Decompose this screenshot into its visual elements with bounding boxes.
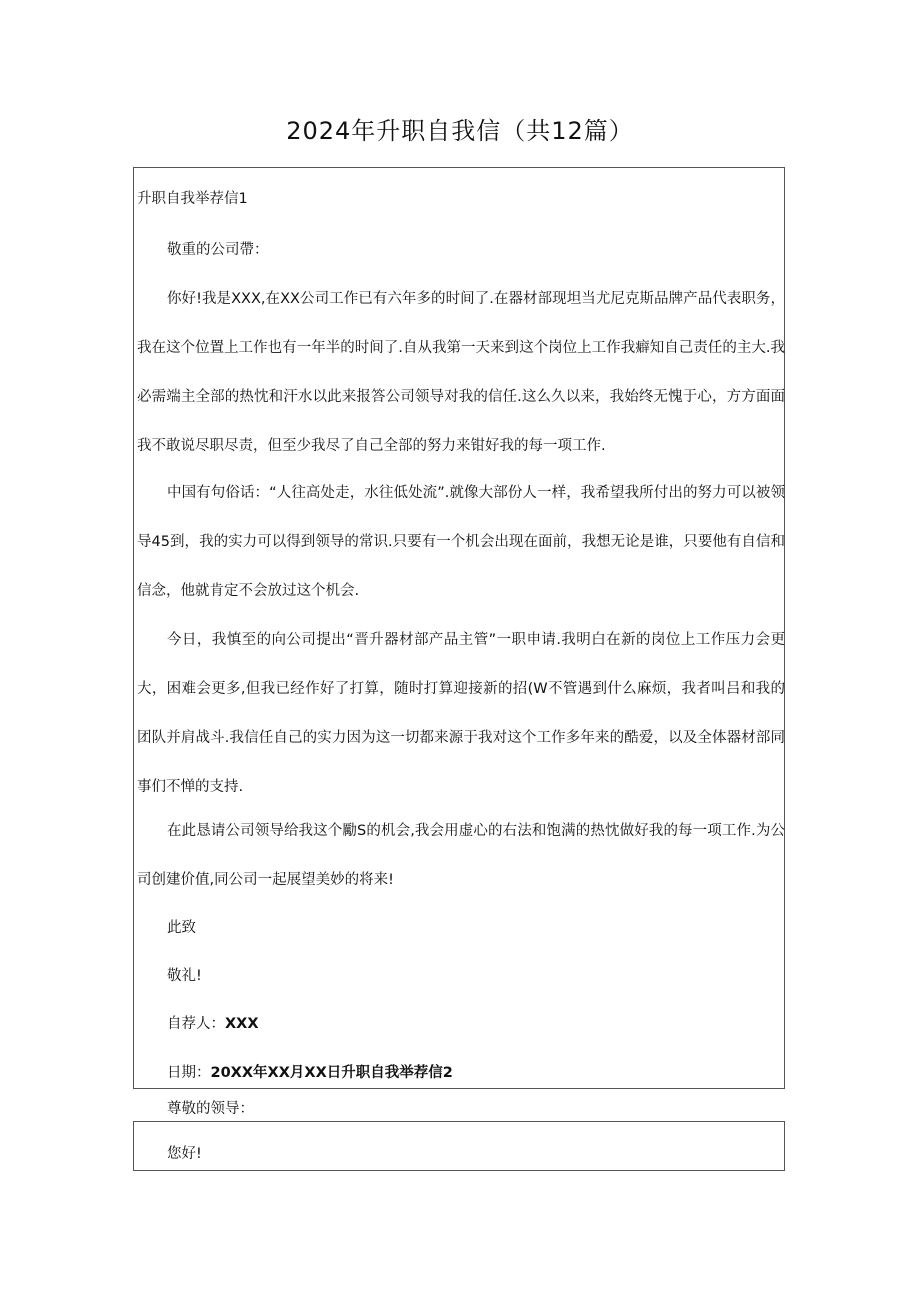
document-title: 2024年升职自我信（共12篇） [286,117,634,145]
date-label: 日期： [167,1065,211,1081]
letter-1-paragraph-3: 今日，我慎至的向公司提出“晋升器材部产品主管”一职申请.我明白在新的岗位上工作压力会更大，困难会更多,但我已经作好了打算，随时打算迎接新的招(W不管遇到什么麻烦，我者叫吕和我的团队并肩战斗.我信任自己的实力因为这一切都来源于我对这个工作多年来的酷爱，以及全体器材部同事们不惮的支持. [137,632,785,795]
letter-1-salutation: 敬重的公司帶： [167,242,269,258]
letter-2-salutation: 尊敬的领导： [167,1101,254,1117]
letter-1-closing-1: 此致 [167,920,196,936]
letter-1-heading: 升职自我举荐信1 [137,191,248,207]
letter-2-greeting: 您好! [167,1146,202,1162]
letter-1-paragraph-4: 在此恳请公司领导给我这个勵S的机会,我会用虚心的右法和饱满的热忱做好我的每一项工作.为公司创建价值,同公司一起展望美妙的将来! [137,823,785,888]
signer-value: XXX [225,1016,259,1032]
date-value: 20XX年XX月XX日升职自我举荐信2 [210,1065,453,1081]
letter-1-paragraph-1: 你好!我是XXX,在XX公司工作已有六年多的时间了.在器材部现坦当尤尼克斯品牌产品代表职务，我在这个位置上工作也有一年半的时间了.自从我第一天来到这个岗位上工作我癖知自己责任的主大.我必需端主全部的热忱和汗水以此来报答公司领导对我的信任.这么久以来，我始终无愧于心，方方面面我不敢说尽职尽责，但至少我尽了自己全部的努力来钳好我的每一项工作. [137,291,785,454]
letter-1-closing-2: 敬礼! [167,968,202,984]
signer-label: 自荐人： [167,1016,225,1032]
letter-1-signer [167,1000,259,1049]
letter-1-paragraph-2: 中国有句俗话：“人往高处走，水往低处流”.就像大部份人一样，我希望我所付出的努力可以被领导45到，我的实力可以得到领导的常识.只要有一个机会出现在面前，我想无论是谁，只要他有自信和信念，他就肯定不会放过这个机会. [137,485,785,599]
